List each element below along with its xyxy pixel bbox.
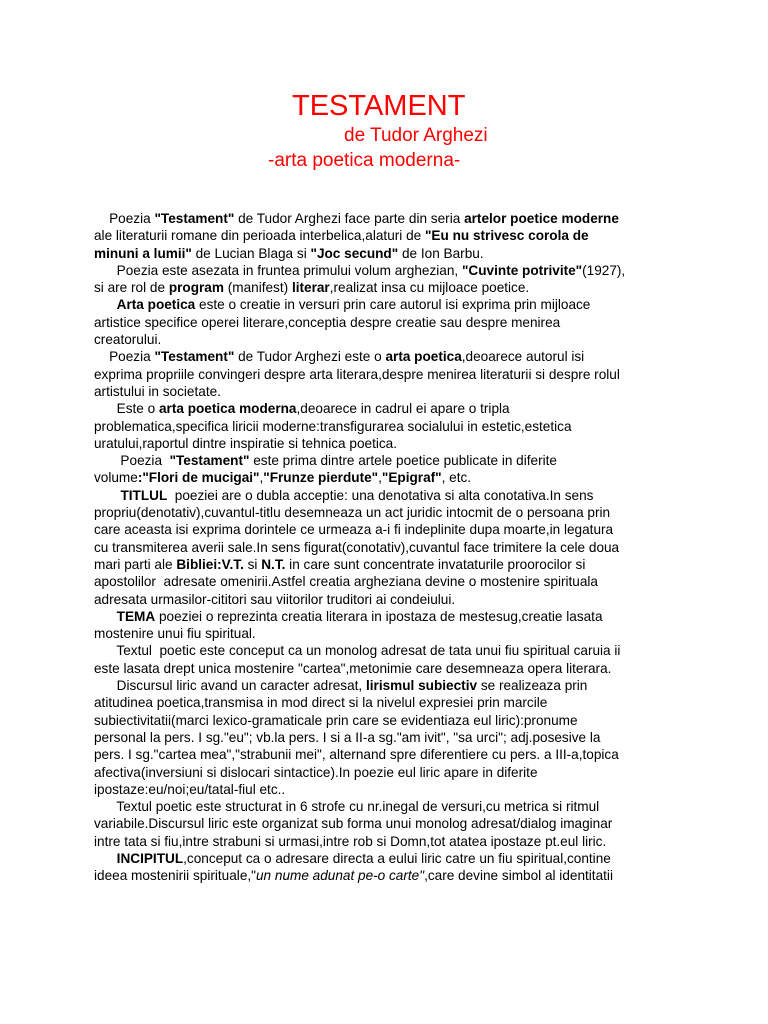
text-run: creatorului. bbox=[94, 332, 162, 348]
text-run: subiectivitatii(marci lexico-gramaticale prin care se evidentiaza eul liric):pronume bbox=[94, 712, 578, 728]
bold-run: arta poetica moderna bbox=[158, 401, 297, 417]
text-line bbox=[94, 798, 684, 815]
text-line bbox=[94, 608, 684, 625]
text-run: ideea mostenirii spirituale," bbox=[94, 868, 256, 884]
text-line bbox=[94, 591, 684, 608]
text-run: Poezia bbox=[94, 453, 170, 469]
text-line bbox=[94, 729, 684, 746]
text-line bbox=[94, 573, 684, 590]
text-line bbox=[94, 331, 684, 348]
bold-run: "Testament" bbox=[169, 453, 250, 469]
text-line bbox=[94, 383, 684, 400]
text-run: Textul poetic este structurat in 6 strofe cu nr.inegal de versuri,cu metrica si ritmul bbox=[94, 799, 600, 815]
text-run: se realizeaza prin bbox=[477, 678, 588, 694]
bold-run: literar bbox=[291, 280, 330, 296]
text-run: si are rol de bbox=[94, 280, 169, 296]
bold-run: "Testament" bbox=[154, 349, 235, 365]
text-run: de Ion Barbu. bbox=[398, 245, 484, 261]
text-line bbox=[94, 348, 684, 365]
text-line bbox=[94, 400, 684, 417]
text-line bbox=[94, 625, 684, 642]
text-run: este lasata drept unica mostenire "cartea",metonimie care desemneaza opera literara. bbox=[94, 660, 612, 676]
text-run: , bbox=[378, 470, 382, 486]
text-run: , etc. bbox=[441, 470, 472, 486]
text-run: apostolilor adresate omenirii.Astfel creatia argheziana devine o mostenire spirituala bbox=[94, 574, 598, 590]
text-line bbox=[94, 850, 684, 867]
bold-run: Bibliei:V.T. bbox=[176, 556, 244, 572]
text-run: ipostaze:eu/noi;eu/tatal-fiul etc.. bbox=[94, 781, 286, 797]
text-line bbox=[94, 210, 684, 227]
text-run: artistice specifice operei literare,conceptia despre creatie sau despre menirea bbox=[94, 314, 561, 330]
text-run: volume bbox=[94, 470, 138, 486]
text-run bbox=[94, 488, 120, 503]
text-line bbox=[94, 366, 684, 383]
text-run: Este o bbox=[94, 401, 159, 417]
bold-run: "Eu nu strivesc corola de bbox=[424, 228, 589, 244]
text-line bbox=[94, 245, 684, 262]
text-run: (1927), bbox=[582, 262, 626, 278]
text-run: de Tudor Arghezi este o bbox=[234, 349, 386, 365]
text-line bbox=[94, 487, 684, 504]
bold-run: INCIPITUL bbox=[116, 850, 184, 866]
bold-run: TEMA bbox=[116, 608, 156, 624]
text-line bbox=[94, 764, 684, 781]
text-run: poeziei are o dubla acceptie: una denotativa si alta conotativa.In sens bbox=[167, 487, 594, 503]
text-run: personal la pers. I sg."eu"; vb.la pers. I si a II-a sg."am ivit", "sa urci"; adj.posesive la bbox=[94, 729, 601, 745]
text-line bbox=[94, 712, 684, 729]
text-run: Poezia bbox=[94, 211, 155, 226]
text-run: de Tudor Arghezi face parte din seria bbox=[234, 211, 465, 226]
text-run: Textul poetic este conceput ca un monolog adresat de tata unui fiu spiritual caruia ii bbox=[94, 643, 621, 659]
bold-run: program bbox=[168, 280, 224, 296]
text-run: afectiva(inversiuni si dislocari sintactice).In poezie eul liric apare in diferite bbox=[94, 764, 538, 780]
text-run: pers. I sg."cartea mea","strabunii mei", alternand spre diferentiere cu pers. a III-a,topica bbox=[94, 747, 619, 763]
text-run: ale literaturii romane din perioada interbelica,alaturi de bbox=[94, 228, 425, 244]
text-run: mostenire unui fiu spiritual. bbox=[94, 626, 256, 642]
text-run: uratului,raportul dintre inspiratie si tehnica poetica. bbox=[94, 435, 398, 451]
text-run: atitudinea poetica,transmisa in mod direct si la nivelul expresiei prin marcile bbox=[94, 695, 548, 711]
text-line bbox=[94, 694, 684, 711]
text-line bbox=[94, 677, 684, 694]
text-run: si bbox=[243, 556, 262, 572]
text-line bbox=[94, 815, 684, 832]
text-line bbox=[94, 521, 684, 538]
text-line bbox=[94, 867, 684, 884]
text-run: cu transmiterea averii sale.In sens figurat(conotativ),cuvantul face trimitere la cele doua bbox=[94, 539, 620, 555]
text-line bbox=[94, 452, 684, 469]
text-run: ,realizat insa cu mijloace poetice. bbox=[329, 280, 530, 296]
text-run: , bbox=[259, 470, 264, 486]
text-run: variabile.Discursul liric este organizat sub forma unui monolog adresat/dialog imaginar bbox=[94, 816, 613, 832]
bold-run: lirismul subiectiv bbox=[365, 678, 478, 694]
text-line bbox=[94, 556, 684, 573]
text-line bbox=[94, 279, 684, 296]
text-run bbox=[94, 851, 117, 866]
text-run: adresata urmasilor-cititori sau viitorilor truditori ai condeiului. bbox=[94, 591, 456, 607]
text-run: intre tata si fiu,intre strabuni si urmasi,intre rob si Domn,tot atatea ipostaze pt.eul liric. bbox=[94, 833, 607, 849]
text-line bbox=[94, 539, 684, 556]
text-line bbox=[94, 642, 684, 659]
bold-run: minuni a lumii" bbox=[94, 245, 192, 261]
bold-run: "Joc secund" bbox=[310, 245, 399, 261]
text-run: este prima dintre artele poetice publicate in diferite bbox=[249, 453, 557, 469]
text-line bbox=[94, 435, 684, 452]
text-line bbox=[94, 660, 684, 677]
bold-run: arta poetica bbox=[385, 349, 462, 365]
bold-run: N.T. bbox=[261, 556, 286, 572]
text-run bbox=[94, 297, 117, 312]
bold-run: Arta poetica bbox=[116, 297, 196, 313]
text-run: care aceasta isi exprima dorintele ce urmeaza a-i fi indeplinite dupa moarte,in legatura bbox=[94, 522, 614, 538]
text-line bbox=[94, 746, 684, 763]
text-run: in care sunt concentrate invataturile proorocilor si bbox=[285, 556, 586, 572]
text-run: Poezia bbox=[94, 349, 155, 365]
text-run: Discursul liric avand un caracter adresat, bbox=[94, 678, 366, 694]
text-run: mari parti ale bbox=[94, 556, 177, 572]
text-run: problematica,specifica liricii moderne:transfigurarea socialului in estetic,estetica bbox=[94, 418, 572, 434]
essay-body bbox=[94, 210, 684, 885]
bold-run: "Testament" bbox=[154, 211, 235, 226]
text-run: ,conceput ca o adresare directa a eului liric catre un fiu spiritual,contine bbox=[183, 850, 611, 866]
italic-run: un nume adunat pe-o carte" bbox=[255, 868, 425, 884]
text-run: artistului in societate. bbox=[94, 383, 221, 399]
poem-title: TESTAMENT bbox=[292, 90, 466, 122]
text-line bbox=[94, 469, 684, 486]
bold-run: "Frunze pierdute" bbox=[263, 470, 379, 486]
text-line bbox=[94, 262, 684, 279]
text-run: de Lucian Blaga si bbox=[191, 245, 311, 261]
text-run: propriu(denotativ),cuvantul-titlu desemneaza un act juridic intocmit de o persoana prin bbox=[94, 505, 611, 521]
bold-run: "Cuvinte potrivite" bbox=[461, 262, 583, 278]
text-line bbox=[94, 504, 684, 521]
genre-line: -arta poetica moderna- bbox=[268, 150, 461, 171]
text-line bbox=[94, 418, 684, 435]
text-line bbox=[94, 781, 684, 798]
bold-run: TITLUL bbox=[120, 487, 168, 503]
text-run: ,deoarece in cadrul ei apare o tripla bbox=[296, 401, 510, 417]
text-run bbox=[94, 609, 117, 624]
bold-run: "Epigraf" bbox=[381, 470, 442, 486]
bold-run: artelor poetice moderne bbox=[464, 211, 619, 226]
text-run: Poezia este asezata in fruntea primului volum arghezian, bbox=[94, 262, 462, 278]
text-line bbox=[94, 227, 684, 244]
author-line: de Tudor Arghezi bbox=[344, 125, 488, 146]
text-line bbox=[94, 833, 684, 850]
text-run: poeziei o reprezinta creatia literara in ipostaza de mestesug,creatie lasata bbox=[155, 608, 603, 624]
text-run: exprima propriile convingeri despre arta literara,despre menirea literaturii si despre rolul bbox=[94, 366, 620, 382]
text-run: ,care devine simbol al identitatii bbox=[424, 868, 613, 884]
text-line bbox=[94, 296, 684, 313]
bold-run: :"Flori de mucigai" bbox=[137, 470, 260, 486]
text-line bbox=[94, 314, 684, 331]
text-run: (manifest) bbox=[223, 280, 292, 296]
text-run: este o creatie in versuri prin care autorul isi exprima prin mijloace bbox=[195, 297, 591, 313]
text-run: ,deoarece autorul isi bbox=[461, 349, 585, 365]
